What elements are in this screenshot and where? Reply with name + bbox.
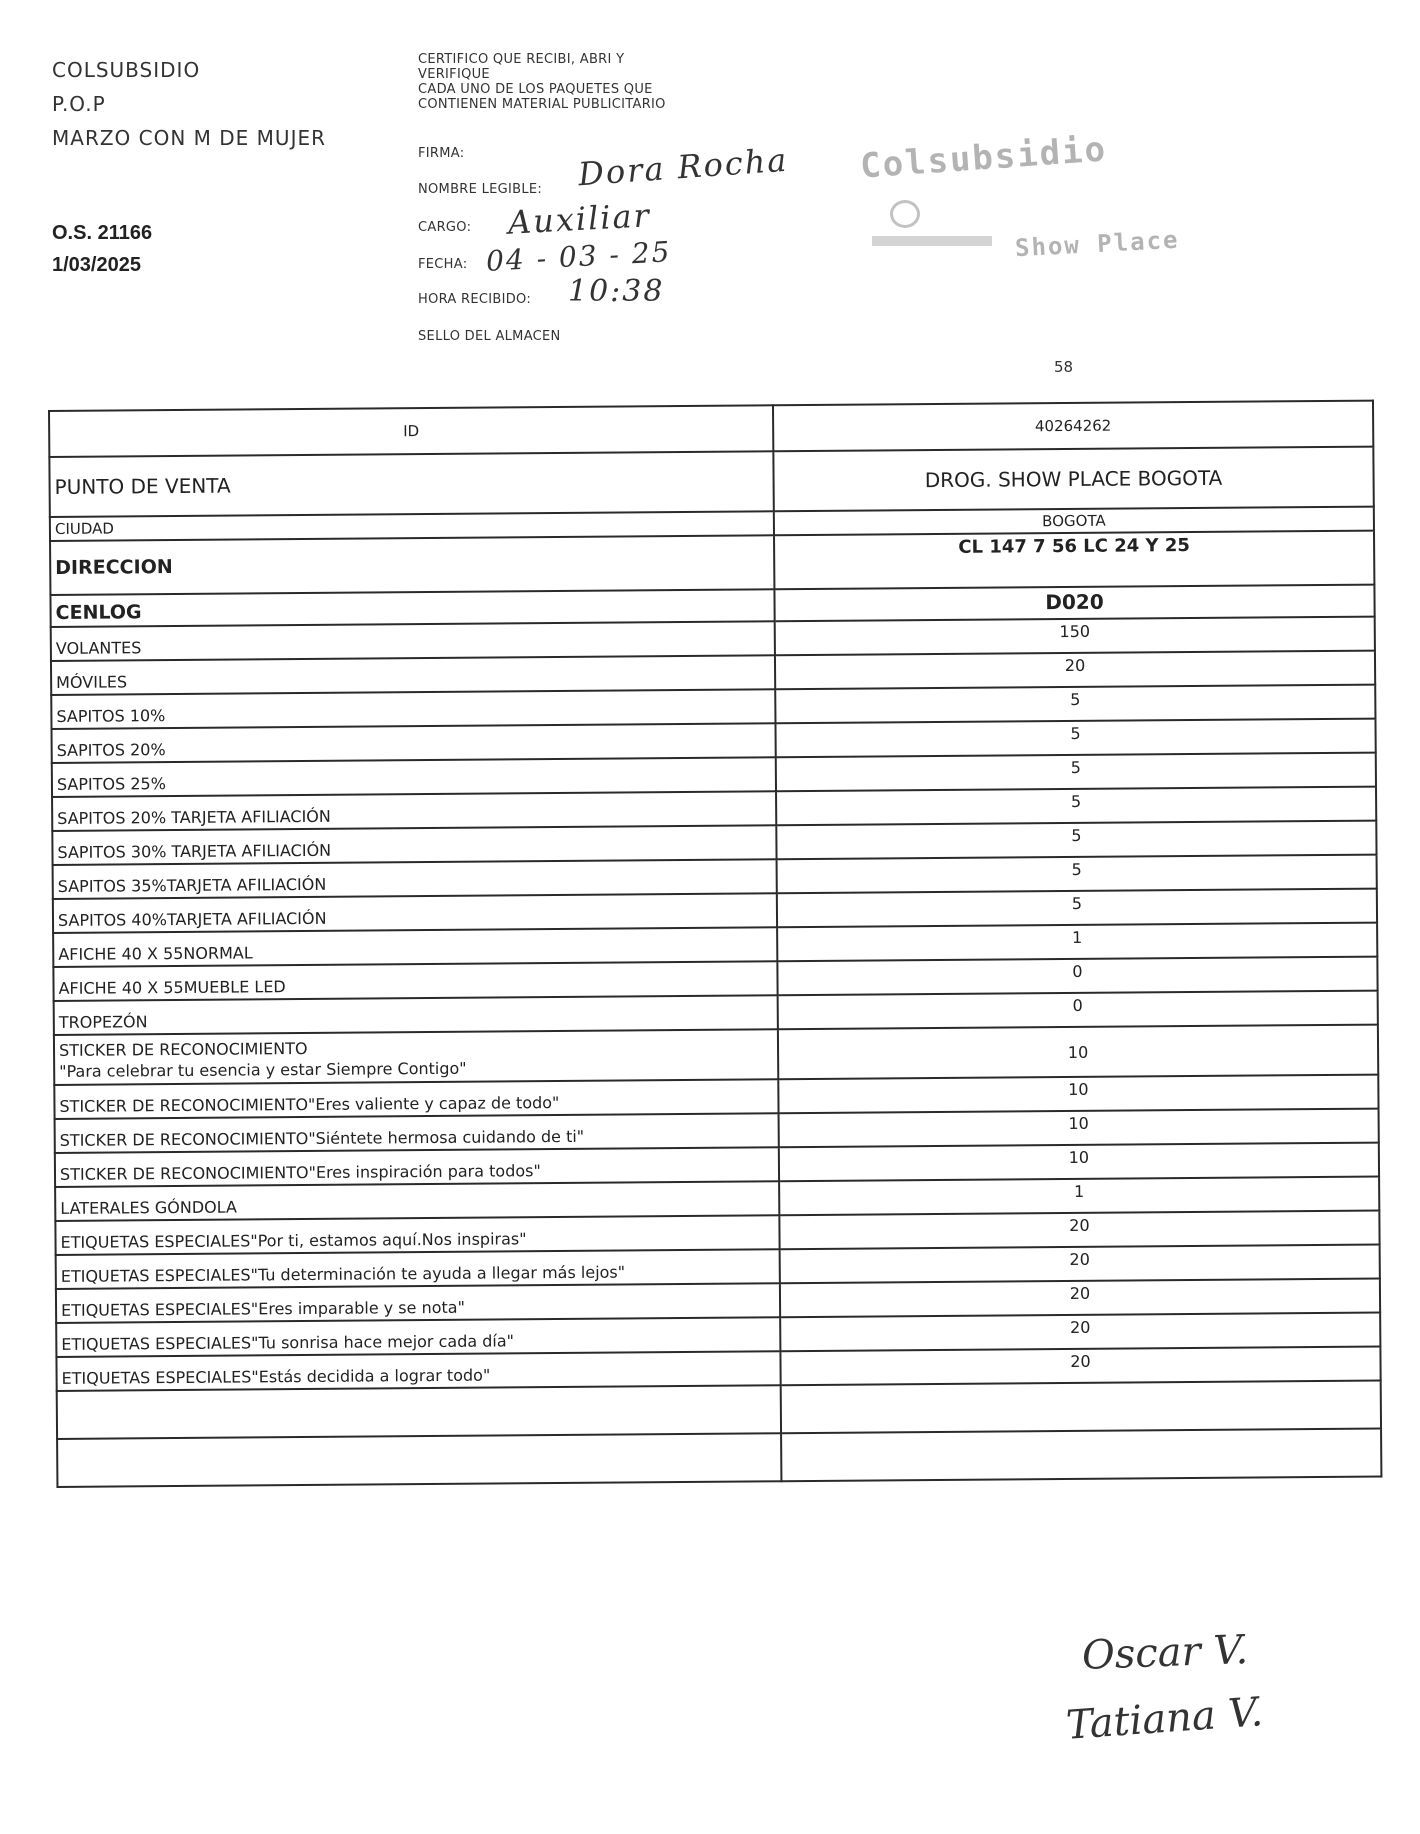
row-value: 40264262 <box>773 401 1373 452</box>
row-value: 20 <box>780 1245 1380 1284</box>
nombre-handwritten: Dora Rocha <box>576 140 790 194</box>
row-label: SAPITOS 30% TARJETA AFILIACIÓN <box>52 825 776 865</box>
row-label: SAPITOS 20% TARJETA AFILIACIÓN <box>52 791 776 831</box>
row-label: AFICHE 40 X 55MUEBLE LED <box>53 961 777 1001</box>
row-value-empty <box>781 1429 1381 1482</box>
document-date: 1/03/2025 <box>52 254 141 276</box>
hora-handwritten: 10:38 <box>568 274 665 309</box>
row-value: 20 <box>780 1279 1380 1318</box>
nombre-label: NOMBRE LEGIBLE: <box>418 182 543 197</box>
row-value: 0 <box>777 957 1377 996</box>
row-value: 5 <box>777 889 1377 928</box>
row-value: DROG. SHOW PLACE BOGOTA <box>773 447 1373 512</box>
row-label: STICKER DE RECONOCIMIENTO"Siéntete hermosa cuidando de ti" <box>55 1113 779 1153</box>
sello-label: SELLO DEL ALMACEN <box>418 329 561 344</box>
row-value: 1 <box>777 923 1377 962</box>
row-label: ETIQUETAS ESPECIALES"Por ti, estamos aquí.Nos inspiras" <box>55 1215 779 1255</box>
row-value: 10 <box>779 1109 1379 1148</box>
stamp-bar <box>872 236 992 246</box>
row-value: 10 <box>778 1075 1378 1114</box>
stamp-line-2: Show Place <box>1014 225 1181 263</box>
row-label: SAPITOS 10% <box>51 689 775 729</box>
row-value: 0 <box>778 991 1378 1030</box>
row-label: CENLOG <box>50 589 774 627</box>
fecha-handwritten: 04 - 03 - 25 <box>485 235 673 278</box>
row-label: CIUDAD <box>50 511 774 541</box>
row-label: SAPITOS 35%TARJETA AFILIACIÓN <box>53 859 777 899</box>
signature-1: Oscar V. <box>1081 1627 1249 1679</box>
row-label: STICKER DE RECONOCIMIENTO"Eres valiente y capaz de todo" <box>54 1079 778 1119</box>
row-label: DIRECCION <box>50 535 774 595</box>
certificate-text <box>418 52 666 112</box>
row-value: 20 <box>779 1211 1379 1250</box>
row-label: SAPITOS 40%TARJETA AFILIACIÓN <box>53 893 777 933</box>
row-label <box>54 1029 778 1085</box>
row-value: 5 <box>776 821 1376 860</box>
row-label: STICKER DE RECONOCIMIENTO"Eres inspiración para todos" <box>55 1147 779 1187</box>
signature-2: Tatiana V. <box>1064 1689 1265 1749</box>
fecha-label: FECHA: <box>418 257 468 272</box>
row-value-empty <box>781 1381 1381 1434</box>
materials-table <box>48 400 1382 1488</box>
document-type: P.O.P <box>52 92 106 116</box>
row-value: 20 <box>775 651 1375 690</box>
row-label-empty <box>57 1385 781 1439</box>
row-value: 5 <box>775 719 1375 758</box>
row-label: VOLANTES <box>51 621 775 661</box>
certificate-line-2: VERIFIQUE <box>418 67 490 82</box>
row-value: 150 <box>775 617 1375 656</box>
row-label: TROPEZÓN <box>54 995 778 1035</box>
row-label: LATERALES GÓNDOLA <box>55 1181 779 1221</box>
campaign-name: MARZO CON M DE MUJER <box>52 126 326 150</box>
row-value: BOGOTA <box>774 507 1374 536</box>
stamp-logo-icon <box>890 200 920 228</box>
row-label: ETIQUETAS ESPECIALES"Eres imparable y se nota" <box>56 1283 780 1323</box>
row-value: 10 <box>779 1143 1379 1182</box>
row-value: 20 <box>780 1313 1380 1352</box>
row-value: 5 <box>777 855 1377 894</box>
row-label: SAPITOS 25% <box>52 757 776 797</box>
row-label: MÓVILES <box>51 655 775 695</box>
row-label: AFICHE 40 X 55NORMAL <box>53 927 777 967</box>
row-label-line-2: "Para celebrar tu esencia y estar Siempre Contigo" <box>59 1058 467 1081</box>
store-stamp <box>850 120 1210 300</box>
row-value: D020 <box>774 585 1374 622</box>
stamp-line-1: Colsubsidio <box>858 129 1109 187</box>
row-value: 5 <box>776 787 1376 826</box>
table-row <box>49 447 1373 517</box>
certificate-line-3: CADA UNO DE LOS PAQUETES QUE <box>418 82 653 97</box>
certificate-line-1: CERTIFICO QUE RECIBI, ABRI Y <box>418 52 625 67</box>
cargo-handwritten: Auxiliar <box>507 196 652 242</box>
row-value: CL 147 7 56 LC 24 Y 25 <box>774 531 1374 590</box>
row-label: ETIQUETAS ESPECIALES"Tu determinación te ayuda a llegar más lejos" <box>56 1249 780 1289</box>
row-value: 20 <box>780 1347 1380 1386</box>
row-value: 5 <box>775 685 1375 724</box>
row-value: 10 <box>778 1025 1378 1080</box>
certificate-line-4: CONTIENEN MATERIAL PUBLICITARIO <box>418 97 666 112</box>
row-label: ETIQUETAS ESPECIALES"Estás decidida a lograr todo" <box>56 1351 780 1391</box>
row-value: 5 <box>776 753 1376 792</box>
table-row-empty <box>57 1429 1381 1487</box>
company-name: COLSUBSIDIO <box>52 58 201 82</box>
row-label: ETIQUETAS ESPECIALES"Tu sonrisa hace mejor cada día" <box>56 1317 780 1357</box>
row-label: SAPITOS 20% <box>52 723 776 763</box>
firma-label: FIRMA: <box>418 146 465 161</box>
hora-label: HORA RECIBIDO: <box>418 292 532 307</box>
order-number: O.S. 21166 <box>52 222 153 244</box>
cargo-label: CARGO: <box>418 220 472 235</box>
page-number: 58 <box>1054 358 1074 376</box>
row-label-empty <box>57 1433 781 1487</box>
row-value: 1 <box>779 1177 1379 1216</box>
row-label: PUNTO DE VENTA <box>49 451 773 517</box>
row-label: ID <box>49 405 773 457</box>
row-label-line-1: STICKER DE RECONOCIMIENTO <box>58 1038 308 1060</box>
